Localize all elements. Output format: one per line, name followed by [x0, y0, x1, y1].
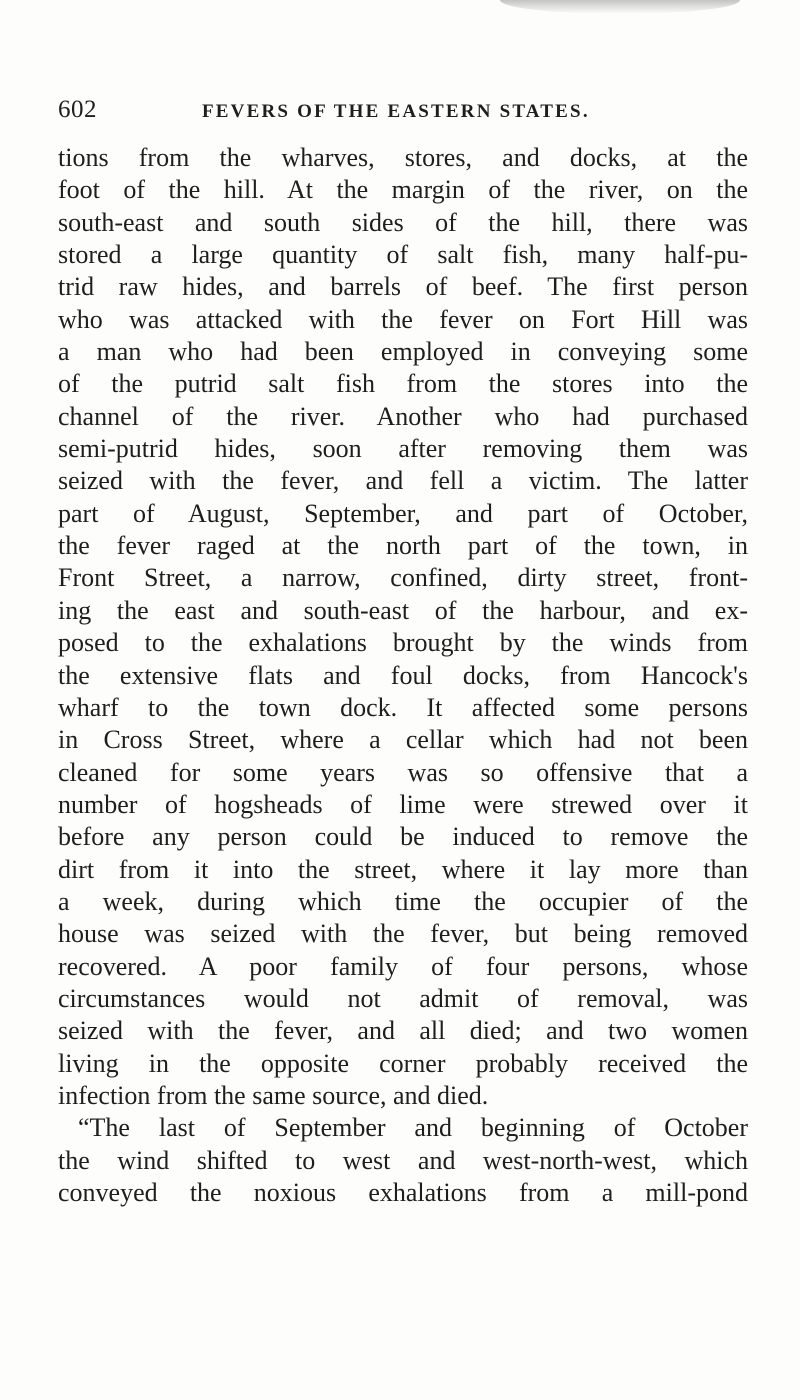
text-line: posed to the exhalations brought by the winds from — [58, 628, 748, 658]
text-line: who was attacked with the fever on Fort Hill was — [58, 304, 748, 334]
text-line: conveyed the noxious exhalations from a mill-pond — [58, 1178, 748, 1207]
text-line: seized with the fever, and all died; and two women — [58, 1016, 748, 1046]
text-line: of the putrid salt fish from the stores into the — [58, 369, 748, 399]
text-line: part of August, September, and part of October, — [58, 498, 748, 528]
text-line: house was seized with the fever, but being removed — [58, 919, 748, 949]
text-line: south-east and south sides of the hill, there was — [58, 207, 748, 237]
text-line: circumstances would not admit of removal, was — [58, 983, 748, 1013]
text-line: ing the east and south-east of the harbour, and ex- — [58, 595, 748, 625]
text-line: wharf to the town dock. It affected some persons — [58, 692, 748, 722]
text-line: stored a large quantity of salt fish, many half-pu- — [58, 240, 748, 270]
text-line: before any person could be induced to remove the — [58, 822, 748, 852]
text-line: seized with the fever, and fell a victim. The latter — [58, 466, 748, 496]
text-line: the extensive flats and foul docks, from Hancock's — [58, 660, 748, 690]
text-line: a man who had been employed in conveying some — [58, 337, 748, 367]
page-number: 602 — [58, 96, 97, 123]
text-line: the fever raged at the north part of the town, in — [58, 531, 748, 561]
text-line: in Cross Street, where a cellar which had not been — [58, 725, 748, 755]
text-line: living in the opposite corner probably received the — [58, 1048, 748, 1078]
text-line: a week, during which time the occupier of the — [58, 886, 748, 916]
text-line: recovered. A poor family of four persons, whose — [58, 951, 748, 981]
text-line: number of hogsheads of lime were strewed over it — [58, 789, 748, 819]
running-head: FEVERS OF THE EASTERN STATES. — [202, 101, 590, 122]
page-header — [58, 90, 748, 130]
text-line: channel of the river. Another who had purchased — [58, 401, 748, 431]
page-edge-shadow — [500, 0, 740, 14]
text-line: foot of the hill. At the margin of the river, on the — [58, 175, 748, 205]
text-line: cleaned for some years was so offensive that a — [58, 757, 748, 787]
body-text — [58, 142, 748, 1209]
text-line: trid raw hides, and barrels of beef. The first person — [58, 272, 748, 302]
paragraph-start-line: “The last of September and beginning of October — [78, 1113, 748, 1143]
text-line: semi-putrid hides, soon after removing them was — [58, 434, 748, 464]
text-line: Front Street, a narrow, confined, dirty street, front- — [58, 563, 748, 593]
text-line: the wind shifted to west and west-north-west, which — [58, 1145, 748, 1175]
text-line: tions from the wharves, stores, and docks, at the — [58, 143, 748, 172]
text-line: dirt from it into the street, where it lay more than — [58, 854, 748, 884]
paragraph-end-line: infection from the same source, and died. — [58, 1080, 489, 1110]
